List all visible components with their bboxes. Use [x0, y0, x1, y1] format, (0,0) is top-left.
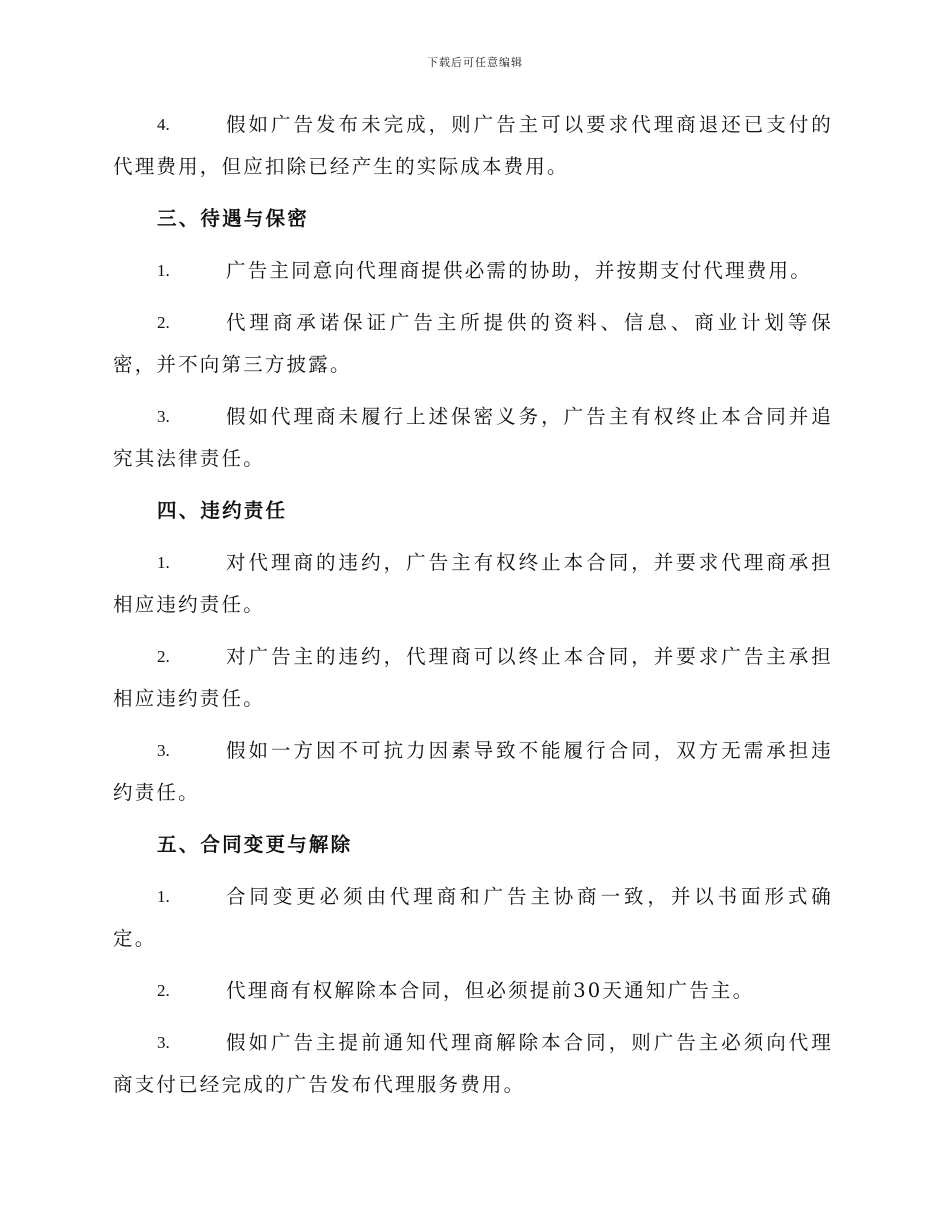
- clause-number: 2.: [157, 313, 170, 332]
- clause-text: 假如广告发布未完成，则广告主可以要求代理商退还已支付的代理费用，但应扣除已经产生的实际成本费用。: [113, 113, 833, 178]
- clause-number: 3.: [157, 1033, 170, 1052]
- clause-5-3: [113, 1022, 833, 1106]
- clause-number: 3.: [157, 407, 170, 426]
- clause-5-1: [113, 876, 833, 960]
- clause-text: 代理商有权解除本合同，但必须提前30天通知广告主。: [226, 979, 755, 1002]
- clause-text: 假如代理商未履行上述保密义务，广告主有权终止本合同并追究其法律责任。: [113, 405, 833, 470]
- clause-text: 合同变更必须由代理商和广告主协商一致，并以书面形式确定。: [113, 885, 833, 950]
- section-heading-5: 五、合同变更与解除: [157, 833, 353, 856]
- clause-number: 1.: [157, 261, 170, 280]
- clause-4-1: [113, 542, 833, 626]
- document-body: [113, 104, 833, 1116]
- clause-3-3: [113, 396, 833, 480]
- clause-3-1: [113, 250, 833, 292]
- clause-4-2: [113, 636, 833, 720]
- clause-2-4: [113, 104, 833, 188]
- clause-number: 4.: [157, 115, 170, 134]
- clause-number: 1.: [157, 887, 170, 906]
- section-heading-4: 四、违约责任: [157, 499, 288, 522]
- clause-3-2: [113, 302, 833, 386]
- clause-number: 2.: [157, 981, 170, 1000]
- clause-4-3: [113, 730, 833, 814]
- clause-text: 对广告主的违约，代理商可以终止本合同，并要求广告主承担相应违约责任。: [113, 645, 833, 710]
- clause-text: 广告主同意向代理商提供必需的协助，并按期支付代理费用。: [226, 259, 812, 282]
- clause-number: 1.: [157, 553, 170, 572]
- section-heading-3: 三、待遇与保密: [157, 207, 309, 230]
- clause-text: 假如一方因不可抗力因素导致不能履行合同，双方无需承担违约责任。: [113, 739, 833, 804]
- clause-number: 2.: [157, 647, 170, 666]
- clause-number: 3.: [157, 741, 170, 760]
- clause-text: 对代理商的违约，广告主有权终止本合同，并要求代理商承担相应违约责任。: [113, 551, 833, 616]
- clause-5-2: [113, 970, 833, 1012]
- clause-text: 假如广告主提前通知代理商解除本合同，则广告主必须向代理商支付已经完成的广告发布代理服务费用。: [113, 1031, 833, 1096]
- clause-text: 代理商承诺保证广告主所提供的资料、信息、商业计划等保密，并不向第三方披露。: [113, 311, 833, 376]
- page-header: 下载后可任意编辑: [427, 56, 523, 69]
